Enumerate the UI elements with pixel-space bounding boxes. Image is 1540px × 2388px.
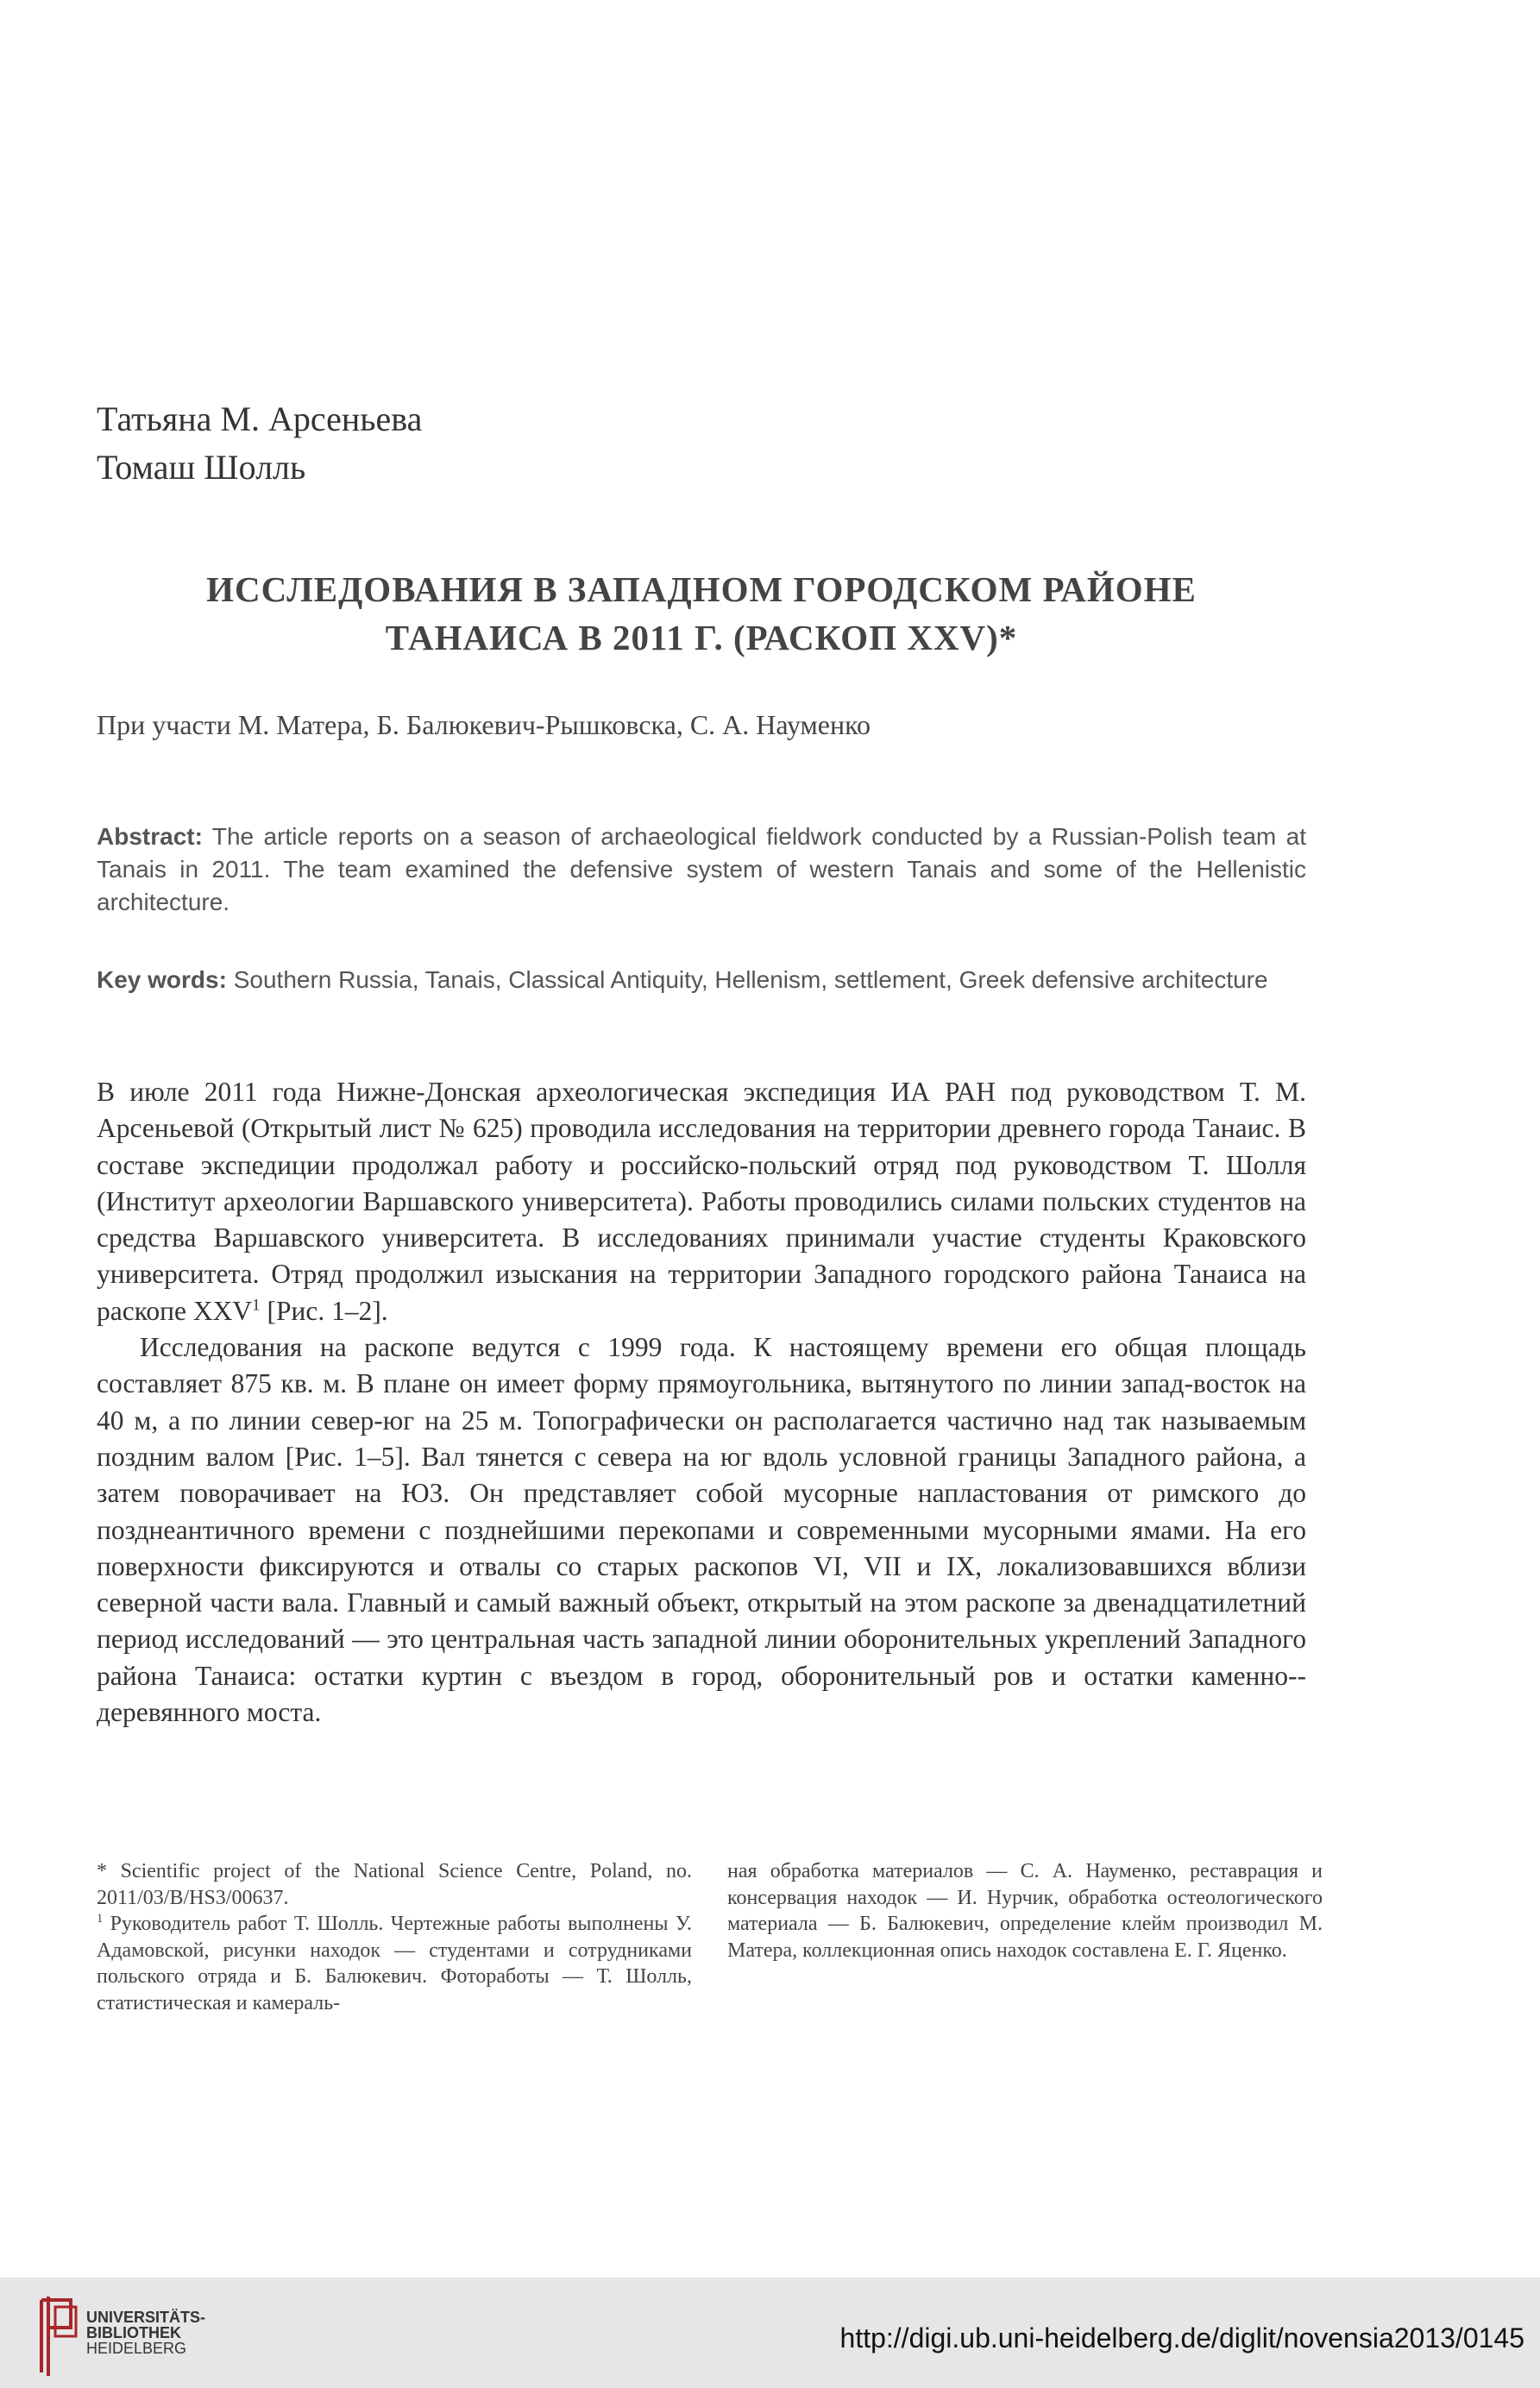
library-logo-icon: [36, 2293, 81, 2379]
participants-line: При участи М. Матера, Б. Балюкевич-Рышковска, С. А. Науменко: [97, 709, 871, 740]
footnote-text: Руководитель работ Т. Шолль. Чертежные работы выполнены У. Адамовской, рисунки находок — студентами и сотрудниками польского отряда и Б. Балюкевич. Фотоработы — Т. Шолль, статистическая и камераль-: [97, 1913, 692, 2014]
footnote-star: * Scientific project of the National Science Centre, Poland, no. 2011/03/B/HS3/00637.: [97, 1860, 692, 1909]
keywords: [97, 964, 1339, 996]
keywords-text: Southern Russia, Tanais, Classical Antiquity, Hellenism, settlement, Greek defensive architecture: [226, 966, 1268, 993]
abstract: [97, 820, 1306, 919]
library-name-line: BIBLIOTHEK: [86, 2324, 181, 2341]
title-line: ТАНАИСА В 2011 Г. (РАСКОП XXV)*: [385, 618, 1018, 657]
body-text: [97, 1074, 1306, 1731]
abstract-text: The article reports on a season of archaeological fieldwork conducted by a Russian-Polish team at Tanais in 2011. The team examined the defensive system of western Tanais and some of the Hellenistic architecture.: [97, 823, 1306, 915]
footnote-marker: 1: [97, 1912, 104, 1926]
footnotes-right-column: [727, 1858, 1323, 1964]
title-line: ИССЛЕДОВАНИЯ В ЗАПАДНОМ ГОРОДСКОМ РАЙОНЕ: [206, 569, 1197, 609]
footer-bar: [0, 2278, 1540, 2388]
footnote-1-continued: ная обработка материалов — С. А. Науменко, реставрация и консервация находок — И. Нурчик, обработка остеологического материала — Б. Балюкевич, определение клейм производил М. Матера, коллекционная опись находок составлена Е. Г. Яценко.: [727, 1860, 1323, 1962]
paragraph: Исследования на раскопе ведутся с 1999 года. К настоящему времени его общая площадь составляет 875 кв. м. В плане он имеет форму прямоугольника, вытянутого по линии запад-восток на 40 м, а по линии север-юг на 25 м. Топографически он располагается частично над так называемым поздним валом [Рис. 1–5]. Вал тянется с севера на юг вдоль условной границы Западного района, а затем поворачивает на ЮЗ. Он представляет собой мусорные напластования от римского до позднеантичного времени с позднейшими перекопами и современными мусорными ямами. На его поверхности фиксируются и отвалы со старых раскопов VI, VII и IX, локализовавшихся вблизи северной части вала. Главный и самый важный объект, открытый на этом раскопе за двенадцатилетний период исследований — это центральная часть западной линии оборонительных укреплений Западного района Танаиса: остатки куртин с въездом в город, оборонительный ров и остатки каменно--деревянного моста.: [97, 1332, 1306, 1728]
article-title: [97, 565, 1306, 662]
paragraph: [97, 1074, 1306, 1329]
paragraph-text: [Рис. 1–2].: [260, 1295, 388, 1326]
author-name: Томаш Шолль: [97, 448, 306, 487]
author-list: [97, 395, 422, 492]
library-name-line: UNIVERSITÄTS-: [86, 2309, 206, 2326]
footnote-1: [97, 1911, 692, 2016]
paragraph-text: В июле 2011 года Нижне-Донская археологическая экспедиция ИА РАН под руководством Т. М. Арсеньевой (Открытый лист № 625) проводила исследования на территории древнего города Танаис. В составе экспедиции продолжал работу и российско-польский отряд под руководством Т. Шолля (Институт археологии Варшавского университета). Работы проводились силами польских студентов на средства Варшавского университета. В исследованиях принимали участие студенты Краковского университета. Отряд продолжил изыскания на территории Западного городского района Танаиса на раскопе XXV: [97, 1077, 1306, 1326]
keywords-label: Key words:: [97, 966, 227, 993]
abstract-label: Abstract:: [97, 823, 203, 850]
source-url[interactable]: http://digi.ub.uni-heidelberg.de/diglit/novensia2013/0145: [839, 2322, 1524, 2353]
library-name-line: HEIDELBERG: [86, 2340, 187, 2357]
footnote-ref: 1: [252, 1296, 261, 1315]
library-name: [86, 2309, 205, 2356]
author-name: Татьяна М. Арсеньева: [97, 399, 423, 438]
footnotes-left-column: [97, 1858, 692, 2017]
